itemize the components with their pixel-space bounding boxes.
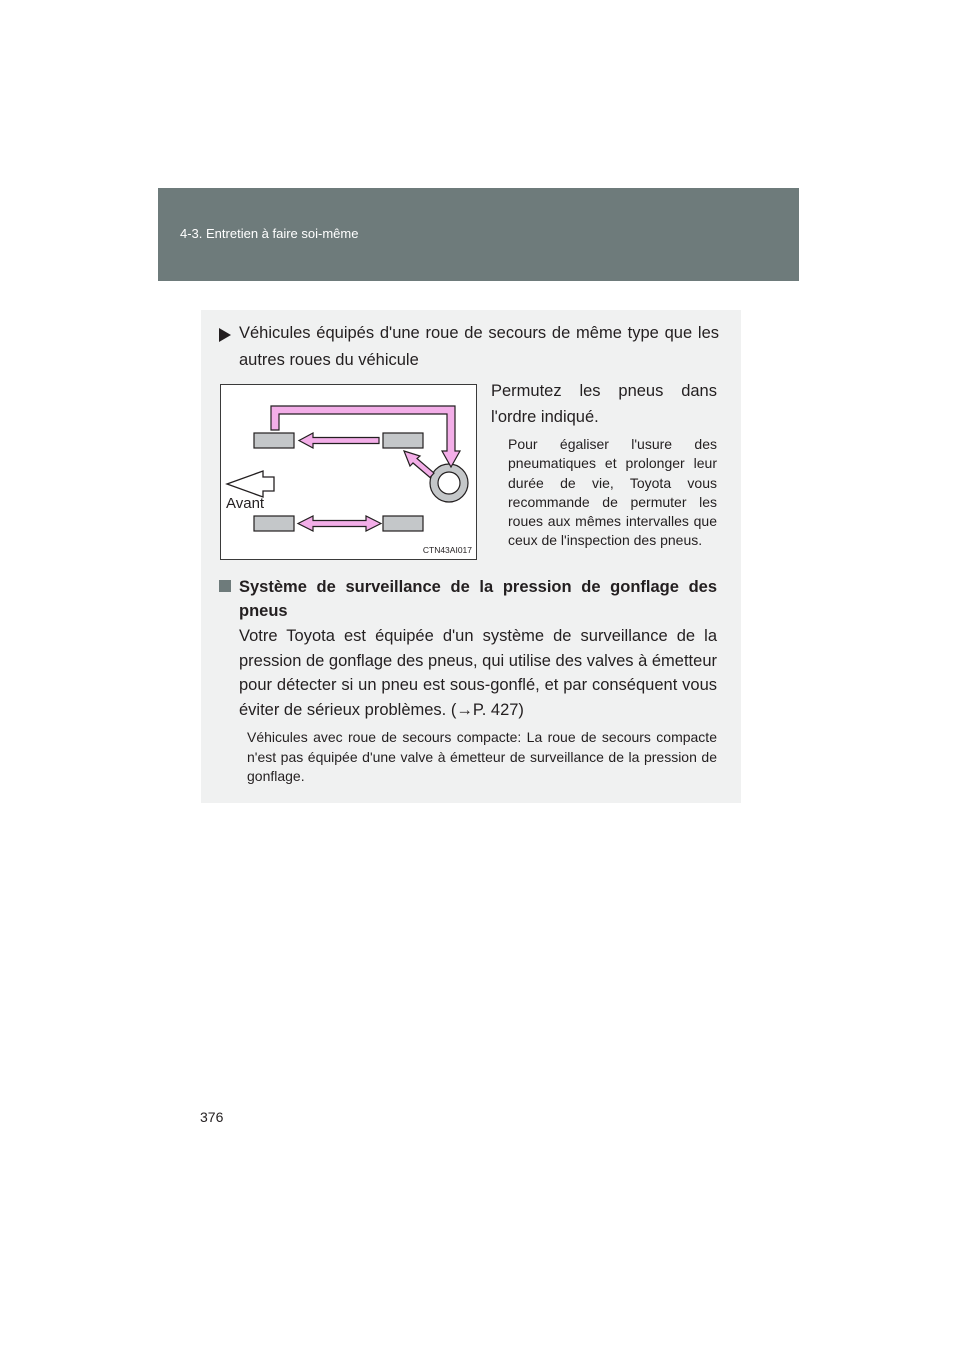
tpms-heading-text: Système de surveillance de la pression de gonflage des pneus: [239, 578, 717, 620]
content-box: [201, 310, 741, 803]
rear-to-front-arrow: [299, 433, 379, 448]
instruction-line-1: Permutez les pneus dans: [491, 382, 717, 400]
section-header: [158, 188, 799, 281]
front-right-tire: [254, 516, 294, 531]
bullet-heading: [219, 320, 719, 374]
page-number: 376: [200, 1109, 224, 1125]
front-label: Avant: [226, 495, 265, 512]
spare-to-rear-arrow: [404, 451, 434, 478]
section-title: 4-3. Entretien à faire soi-même: [180, 226, 359, 241]
spare-tire-inner: [438, 472, 460, 494]
triangle-bullet-icon: [219, 328, 231, 342]
right-side-swap-arrow: [298, 516, 381, 531]
tpms-heading: [219, 575, 717, 623]
square-bullet-icon: [219, 580, 231, 592]
tpms-note: Véhicules avec roue de secours compacte: La roue de secours compacte n'est pas équipée d'une valve à émetteur de surveillance de la pression de gonflage.: [247, 729, 717, 784]
bullet-heading-text: Véhicules équipés d'une roue de secours de même type que les autres roues du véhicule: [239, 324, 719, 369]
rear-left-tire: [383, 433, 423, 448]
bracket-arrow: [271, 406, 460, 467]
instruction-line-2: l'ordre indiqué.: [491, 408, 599, 426]
rotation-note: Pour égaliser l'usure des pneumatiques et prolonger leur durée de vie, Toyota vous recommande de permuter les roues aux mêmes intervalles que ceux de l'inspection des pneus.: [508, 436, 717, 549]
front-direction-arrow-icon: [227, 471, 274, 497]
rotation-diagram-svg: [221, 385, 476, 559]
instruction-text: [491, 378, 717, 430]
tpms-body: Votre Toyota est équipée d'un système de surveillance de la pression de gonflage des pneus, qui utilise des valves à émetteur pour détecter si un pneu est sous-gonflé, et par conséquent vous éviter de sérieux problèmes. (→P. 427): [239, 627, 717, 719]
front-left-tire: [254, 433, 294, 448]
tire-rotation-diagram: [220, 384, 477, 560]
rear-right-tire: [383, 516, 423, 531]
figure-code: CTN43AI017: [422, 545, 472, 555]
